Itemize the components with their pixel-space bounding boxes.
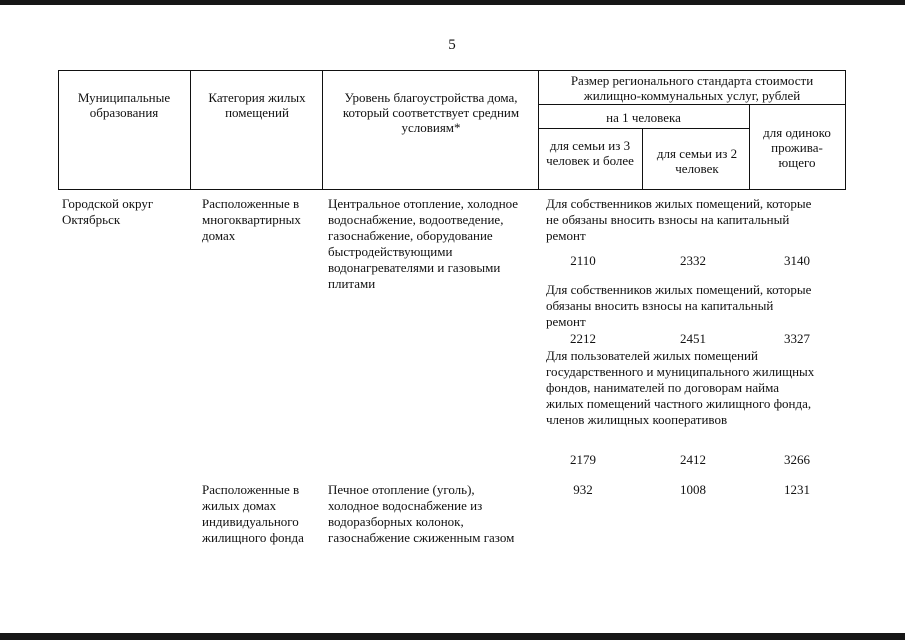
cell-municipality: Городской округ Октябрьск: [62, 196, 154, 227]
cell-category-apartment: Расположенные в многоквартирных домах: [202, 196, 301, 243]
per-person-divider: [538, 128, 749, 129]
scan-edge-top: [0, 0, 905, 5]
group-label-tenants: Для пользователей жилых помещений государственного и муниципального жилищных фондов, нанимателей по договорам найма жилых помещений частного жилищного фонда, членов жилищных кооперативов: [546, 348, 815, 427]
table-header: [58, 70, 846, 190]
value-owners-exempt-single: 3140: [784, 253, 810, 268]
header-municipalities: Муниципальные образования: [77, 90, 171, 120]
group-label-owners-exempt: Для собственников жилых помещений, которые не обязаны вносить взносы на капитальный ремонт: [546, 196, 812, 243]
column-divider-2: [322, 70, 323, 190]
value-private-family3: 932: [573, 482, 593, 497]
column-divider-3: [538, 70, 539, 190]
cell-category-private: Расположенные в жилых домах индивидуального жилищного фонда: [202, 482, 304, 545]
header-per-person: на 1 человека: [606, 110, 681, 125]
value-tenants-family3: 2179: [570, 452, 596, 467]
header-family-2: для семьи из 2 человек: [656, 146, 738, 176]
value-owners-paying-family2: 2451: [680, 331, 706, 346]
group-header-divider: [538, 104, 846, 105]
table-border-right: [845, 70, 846, 190]
header-improvement-level: Уровень благоустройства дома, который соответствует средним условиям*: [342, 90, 520, 135]
value-private-family2: 1008: [680, 482, 706, 497]
header-family-3: для семьи из 3 человек и более: [546, 138, 634, 168]
value-owners-paying-family3: 2212: [570, 331, 596, 346]
value-owners-exempt-family3: 2110: [570, 253, 596, 268]
table-border-top: [58, 70, 846, 71]
value-owners-exempt-family2: 2332: [680, 253, 706, 268]
header-single: для одиноко прожива-ющего: [763, 125, 831, 170]
value-tenants-family2: 2412: [680, 452, 706, 467]
value-private-single: 1231: [784, 482, 810, 497]
value-owners-paying-single: 3327: [784, 331, 810, 346]
header-category: Категория жилых помещений: [208, 90, 306, 120]
group-label-owners-paying: Для собственников жилых помещений, которые обязаны вносить взносы на капитальный ремонт: [546, 282, 812, 329]
scan-edge-bottom: [0, 633, 905, 640]
column-divider-single: [749, 104, 750, 190]
column-divider-1: [190, 70, 191, 190]
page-number: 5: [448, 37, 456, 53]
table-border-header-bottom: [58, 189, 846, 190]
cell-level-apartment: Центральное отопление, холодное водоснабжение, водоотведение, газоснабжение, оборудование быстродействующими водонагревателями и газовыми плитами: [328, 196, 519, 291]
header-standard-size: Размер регионального стандарта стоимости жилищно-коммунальных услуг, рублей: [570, 73, 814, 103]
column-divider-family: [642, 128, 643, 190]
cell-level-private: Печное отопление (уголь), холодное водоснабжение из водоразборных колонок, газоснабжение сжиженным газом: [328, 482, 515, 545]
value-tenants-single: 3266: [784, 452, 810, 467]
table-border-left: [58, 70, 59, 190]
